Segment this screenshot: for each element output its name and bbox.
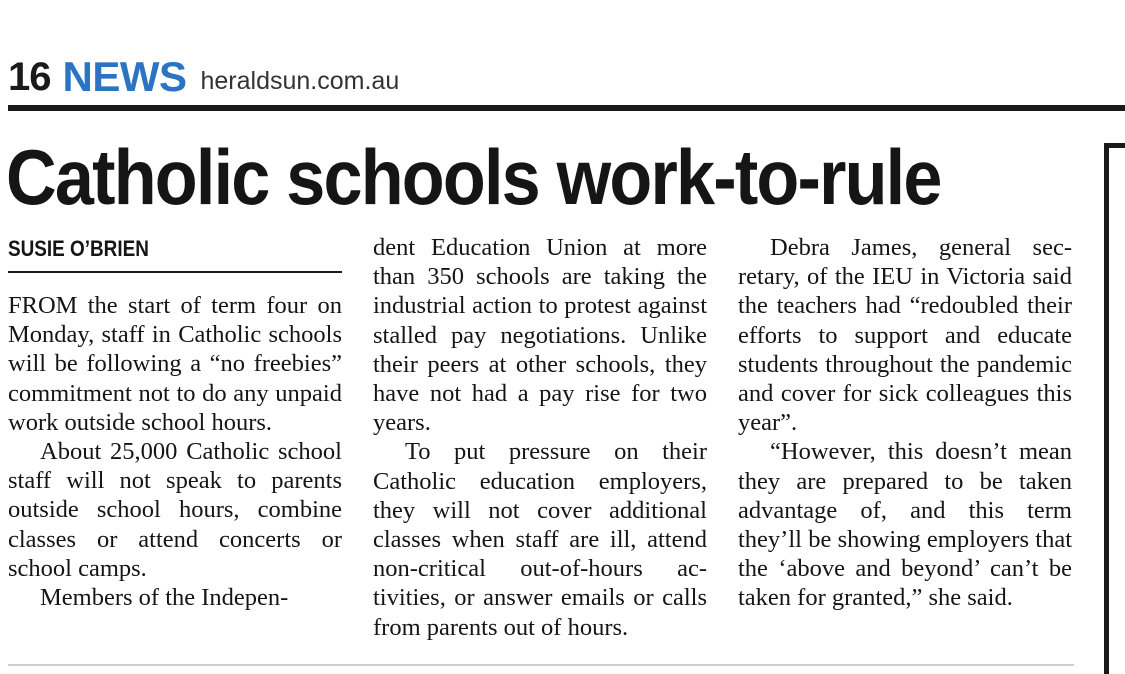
adjacent-article-border xyxy=(1104,143,1125,674)
paragraph: Debra James, general secretary, of the IEU in Victoria said the teachers had “redoubled their efforts to support and educate students throughout the pandemic and cover for sick colleagues this year”. xyxy=(738,234,1072,437)
article-column-1 xyxy=(8,291,342,612)
paragraph: FROM the start of term four on Monday, staff in Catholic schools will be following a “no freebies” commitment not to do any unpaid work outside school hours. xyxy=(8,292,342,436)
article-column-2 xyxy=(373,233,707,642)
paragraph: “However, this doesn’t mean they are prepared to be taken advantage of, and this term they’ll be showing employers that the ‘above and beyond’ can’t be taken for granted,” she said. xyxy=(738,438,1072,612)
masthead xyxy=(8,52,399,98)
byline-rule xyxy=(8,271,342,273)
article-column-3 xyxy=(738,233,1072,613)
website-label: heraldsun.com.au xyxy=(200,67,400,95)
bottom-rule xyxy=(8,664,1074,666)
section-label: NEWS xyxy=(62,53,187,100)
page-number: 16 xyxy=(8,55,51,99)
paragraph: Members of the Indepen- xyxy=(40,584,289,612)
paragraph: About 25,000 Catholic school staff will not speak to parents outside school hours, combine classes or attend concerts or school camps. xyxy=(8,438,342,582)
masthead-rule xyxy=(8,105,1125,111)
byline: SUSIE O’BRIEN xyxy=(8,236,149,261)
headline: Catholic schools work-to-rule xyxy=(6,133,941,221)
paragraph: dent Education Union at more than 350 schools are taking the industrial action to protest against stalled pay negotiations. Unlike their peers at other schools, they have not had a pay rise for two years. xyxy=(373,234,707,437)
paragraph: To put pressure on their Catholic education employers, they will not cover additional classes when staff are ill, attend non-critical out-of-hours activities, or answer emails or calls from parents out of hours. xyxy=(373,438,707,641)
